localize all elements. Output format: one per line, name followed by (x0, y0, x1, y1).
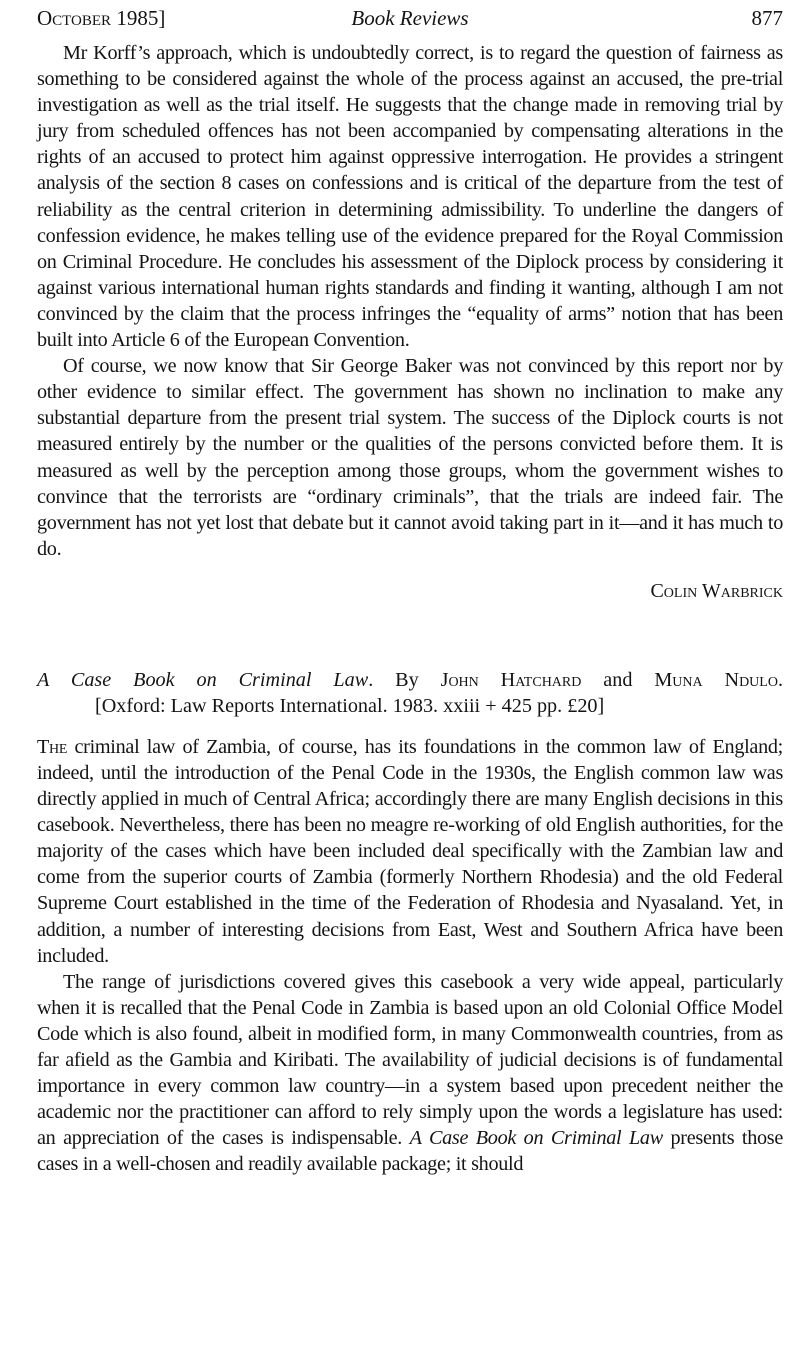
by-text: . By (368, 668, 441, 691)
paragraph (37, 734, 783, 969)
and-text: and (581, 668, 655, 691)
review-2-heading (37, 667, 783, 719)
author-name: Muna Ndulo (654, 668, 778, 691)
author-name: John Hatchard (440, 668, 582, 691)
paragraph (37, 969, 783, 1178)
running-head (37, 0, 783, 40)
reviewer-signature: Colin Warbrick (650, 579, 783, 602)
section-title: Book Reviews (351, 6, 469, 30)
book-title-ref: A Case Book on Criminal Law (409, 1127, 663, 1150)
lead-word: The (37, 735, 68, 758)
paragraph-text: The range of jurisdictions covered gives this casebook a very wide appeal, particularly when it is recalled that the Penal Code in Zambia is based upon an old Colonial Office Model Code which is also found, albeit in modified form, in many Commonwealth countries, from as far afield as the Gambia and Kiribati. The availability of judicial decisions is of fundamental importance in every common law country—in a system based upon precedent neither the academic nor the practitioner can afford to rely simply upon the words a legislature has used: an appreciation of the cases is indispensable. (37, 970, 783, 1150)
paragraph: Mr Korff’s approach, which is undoubtedly correct, is to regard the question of fairness as something to be considered against the whole of the process against an accused, the pre-trial investigation as well as the trial itself. He suggests that the change made in removing trial by jury from scheduled offences has not been accompanied by compensating alterations in the rights of an accused to protect him against oppressive interrogation. He provides a stringent analysis of the section 8 cases on confessions and is critical of the departure from the test of reliability as the central criterion in determining admissibility. To underline the dangers of confession evidence, he makes telling use of the evidence prepared for the Royal Commission on Criminal Procedure. He concludes his assessment of the Diplock process by considering it against various international human rights standards and finding it wanting, although I am not convinced by the claim that the process infringes the “equality of arms” notion that has been built into Article 6 of the European Convention. (37, 42, 783, 352)
period: . (777, 668, 783, 691)
journal-page (37, 0, 783, 1177)
book-citation (37, 667, 783, 693)
page-number: 877 (751, 6, 783, 30)
publication-details: [Oxford: Law Reports International. 1983. xxiii + 425 pp. £20] (95, 694, 605, 717)
review-2-body (37, 734, 783, 1178)
paragraph-text: presents those cases in a well-chosen and readily available package; it should (37, 1127, 784, 1176)
issue-date: October 1985] (37, 6, 166, 30)
review-1-body (37, 40, 783, 603)
paragraph-text: criminal law of Zambia, of course, has its foundations in the common law of England; indeed, until the introduction of the Penal Code in the 1930s, the English common law was directly applied in much of Central Africa; accordingly there are many English decisions in this casebook. Nevertheless, there has been no meagre re-working of old English authorities, for the majority of the cases which have been included deal specifically with the Zambian law and come from the superior courts of Zambia (formerly Northern Rhodesia) and the old Federal Supreme Court established in the time of the Federation of Rhodesia and Nyasaland. Yet, in addition, a number of interesting decisions from East, West and Southern Africa have been included. (37, 735, 783, 967)
book-title: A Case Book on Criminal Law (37, 668, 369, 691)
paragraph: Of course, we now know that Sir George Baker was not convinced by this report nor by other evidence to similar effect. The government has shown no inclination to make any substantial departure from the present trial system. The success of the Diplock courts is not measured entirely by the number or the qualities of the persons convicted before them. It is measured as well by the perception among those groups, whom the government wishes to convince that the terrorists are “ordinary criminals”, that the trials are indeed fair. The government has not yet lost that debate but it cannot avoid taking part in it—and it has much to do. (37, 355, 783, 560)
